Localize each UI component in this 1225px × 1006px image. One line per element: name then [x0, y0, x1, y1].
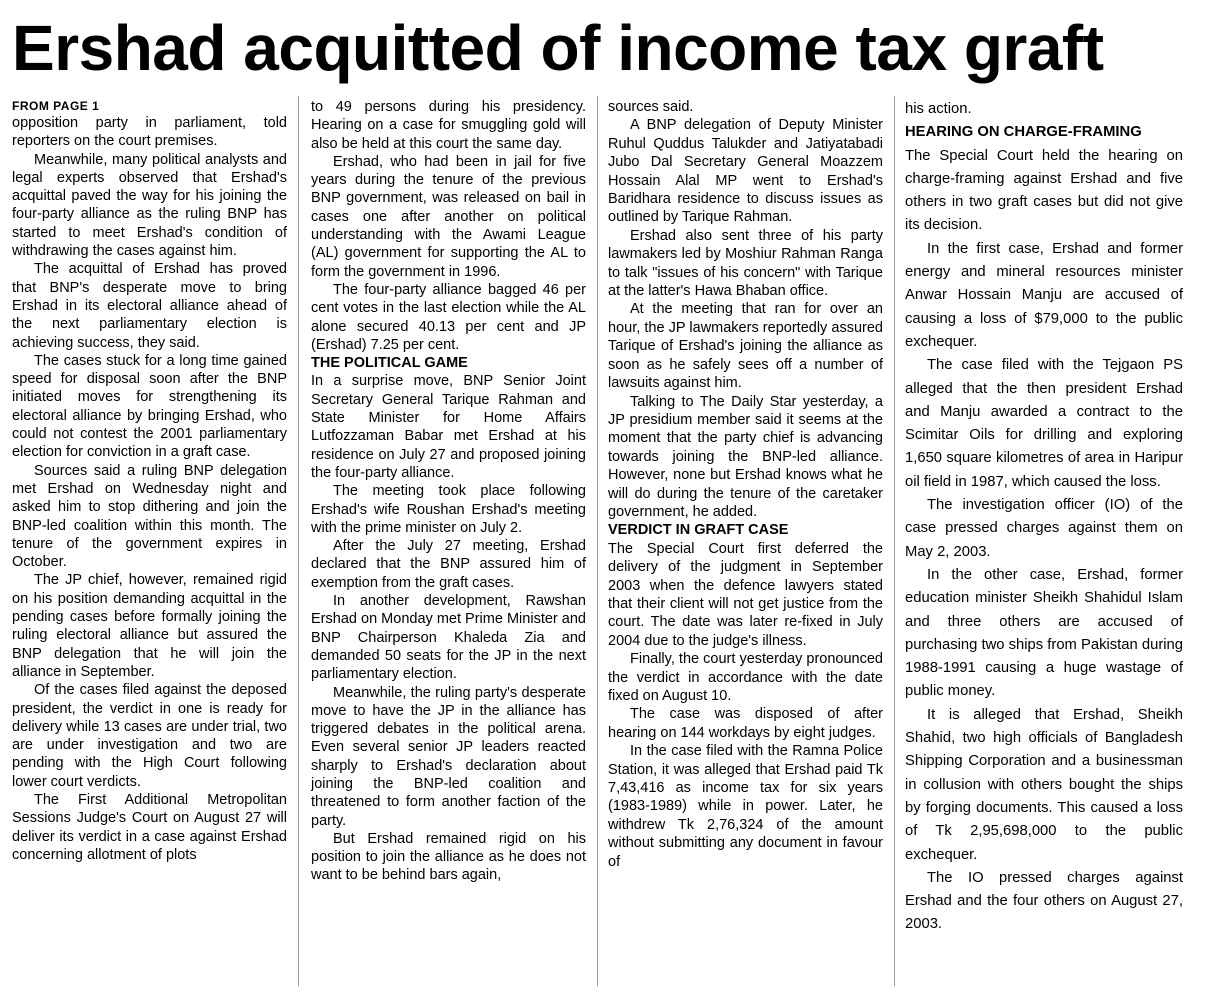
paragraph: In the case filed with the Ramna Police Station, it was alleged that Ershad paid Tk 7,43,416 as income tax for six years (1983-1989) while in power. Later, he withdrew Tk 2,76,324 of the amount without submitting any document in favour of: [608, 743, 883, 870]
paragraph: It is alleged that Ershad, Sheikh Shahid, two high officials of Bangladesh Shipping Corporation and a businessman in collusion with others bought the ships by forging documents. This caused a loss of Tk 2,95,698,000 to the public exchequer.: [905, 706, 1183, 863]
from-page-label: FROM PAGE 1: [12, 99, 100, 113]
paragraph: Ershad also sent three of his party lawmakers led by Moshiur Rahman Ranga to talk "issues of his concern" with Tarique at the latter's Hawa Bhaban office.: [608, 227, 883, 300]
paragraph: Of the cases filed against the deposed president, the verdict in one is ready for delivery while 13 cases are under trial, two are under investigation and two are pending with the High Court following lower court verdicts.: [12, 682, 287, 790]
paragraph: In a surprise move, BNP Senior Joint Secretary General Tarique Rahman and State Minister for Home Affairs Lutfozzaman Babar met Ershad at his residence on July 27 and proposed joining the four-party alliance.: [311, 373, 586, 481]
paragraph: After the July 27 meeting, Ershad declared that the BNP assured him of exemption from the graft cases.: [311, 538, 586, 591]
column-divider: [894, 96, 895, 986]
paragraph: Finally, the court yesterday pronounced the verdict in accordance with the date fixed on August 10.: [608, 651, 883, 704]
article-column-4: [905, 98, 1183, 998]
subhead-political-game: THE POLITICAL GAME: [311, 355, 468, 372]
paragraph: The Special Court held the hearing on charge-framing against Ershad and five others in two graft cases but did not give its decision.: [905, 147, 1183, 234]
paragraph: Sources said a ruling BNP delegation met Ershad on Wednesday night and asked him to stop dithering and join the BNP-led coalition within this month. The tenure of the government expires in October.: [12, 462, 287, 571]
article-column-2: [311, 98, 586, 998]
paragraph: The First Additional Metropolitan Sessions Judge's Court on August 27 will deliver its verdict in a case against Ershad concerning allotment of plots: [12, 791, 287, 863]
paragraph: The case filed with the Tejgaon PS alleged that the then president Ershad and Manju awarded a contract to the Scimitar Oils for drilling and exploring 1,650 square kilometres of area in Haripur oil field in 1987, which caused the loss.: [905, 357, 1183, 490]
paragraph: sources said.: [608, 99, 694, 115]
column-divider: [597, 96, 598, 986]
paragraph: The investigation officer (IO) of the case pressed charges against them on May 2, 2003.: [905, 497, 1183, 560]
paragraph: A BNP delegation of Deputy Minister Ruhul Quddus Talukder and Jatiyatabadi Jubo Dal Secretary General Moazzem Hossain Alal MP went to Ershad's Baridhara residence to discuss issues as outlined by Tarique Rahman.: [608, 117, 883, 226]
paragraph: The Special Court first deferred the delivery of the judgment in September 2003 when the defence lawyers stated that their client will not get justice from the court. The date was later re-fixed in July 2004 due to the judge's illness.: [608, 540, 883, 649]
paragraph: The case was disposed of after hearing on 144 workdays by eight judges.: [608, 706, 883, 741]
paragraph: Meanwhile, the ruling party's desperate move to have the JP in the alliance has triggered debates in the political arena. Even several senior JP leaders reacted sharply to Ershad's declaration about joining the BNP-led coalition and threatened to form another faction of the party.: [311, 684, 586, 829]
paragraph: In another development, Rawshan Ershad on Monday met Prime Minister and BNP Chairperson Khaleda Zia and demanded 50 seats for the JP in the next parliamentary election.: [311, 593, 586, 683]
subhead-charge-framing: HEARING ON CHARGE-FRAMING: [905, 124, 1142, 141]
paragraph: In the other case, Ershad, former education minister Sheikh Shahidul Islam and three others are accused of purchasing two ships from Pakistan during 1988-1991 causing a huge wastage of public money.: [905, 566, 1183, 700]
paragraph: The meeting took place following Ershad's wife Roushan Ershad's meeting with the prime minister on July 2.: [311, 483, 586, 536]
column-divider: [298, 96, 299, 986]
paragraph: to 49 persons during his presidency. Hearing on a case for smuggling gold will also be held at this court the same day.: [311, 99, 586, 152]
paragraph: The acquittal of Ershad has proved that BNP's desperate move to bring Ershad in its electoral alliance ahead of the next parliamentary election is achieving success, they said.: [12, 261, 287, 351]
paragraph: In the first case, Ershad and former energy and mineral resources minister Anwar Hossain Manju are accused of causing a loss of $79,000 to the public exchequer.: [905, 240, 1183, 350]
paragraph: opposition party in parliament, told reporters on the court premises.: [12, 115, 287, 150]
paragraph: The JP chief, however, remained rigid on his position demanding acquittal in the pending cases before formally joining the ruling electoral alliance but assured the BNP delegation that he will join the alliance in September.: [12, 572, 287, 680]
headline: Ershad acquitted of income tax graft: [12, 12, 1104, 84]
paragraph: Talking to The Daily Star yesterday, a JP presidium member said it seems at the moment that the party chief is advancing towards joining the BNP-led alliance. However, none but Ershad knows what he will do during the tenure of the caretaker government, he added.: [608, 393, 883, 520]
paragraph: Ershad, who had been in jail for five years during the tenure of the previous BNP government, was released on bail in cases one after another on political understanding with the Awami League (AL) government for supporting the AL to form the government in 1996.: [311, 153, 586, 280]
paragraph: The cases stuck for a long time gained speed for disposal soon after the BNP initiated moves for strengthening its electoral alliance by bringing Ershad, who could not contest the 2001 parliamentary election for conviction in a graft case.: [12, 352, 287, 461]
paragraph: But Ershad remained rigid on his position to join the alliance as he does not want to be behind bars again,: [311, 830, 586, 884]
paragraph: The four-party alliance bagged 46 per cent votes in the last election while the AL alone secured 40.13 per cent and JP (Ershad) 7.25 per cent.: [311, 281, 586, 353]
paragraph: At the meeting that ran for over an hour, the JP lawmakers reportedly assured Tarique of Ershad's joining the alliance as soon as he safely sees off a number of lawsuits against him.: [608, 301, 883, 392]
paragraph: The IO pressed charges against Ershad and the four others on August 27, 2003.: [905, 869, 1183, 933]
article-column-3: [608, 98, 883, 998]
article-column-1: [12, 98, 287, 998]
subhead-verdict: VERDICT IN GRAFT CASE: [608, 522, 789, 539]
paragraph: his action.: [905, 101, 972, 117]
paragraph: Meanwhile, many political analysts and legal experts observed that Ershad's acquittal paved the way for his joining the four-party alliance as the ruling BNP has started to meet Ershad's condition of withdrawing the cases against him.: [12, 151, 287, 260]
